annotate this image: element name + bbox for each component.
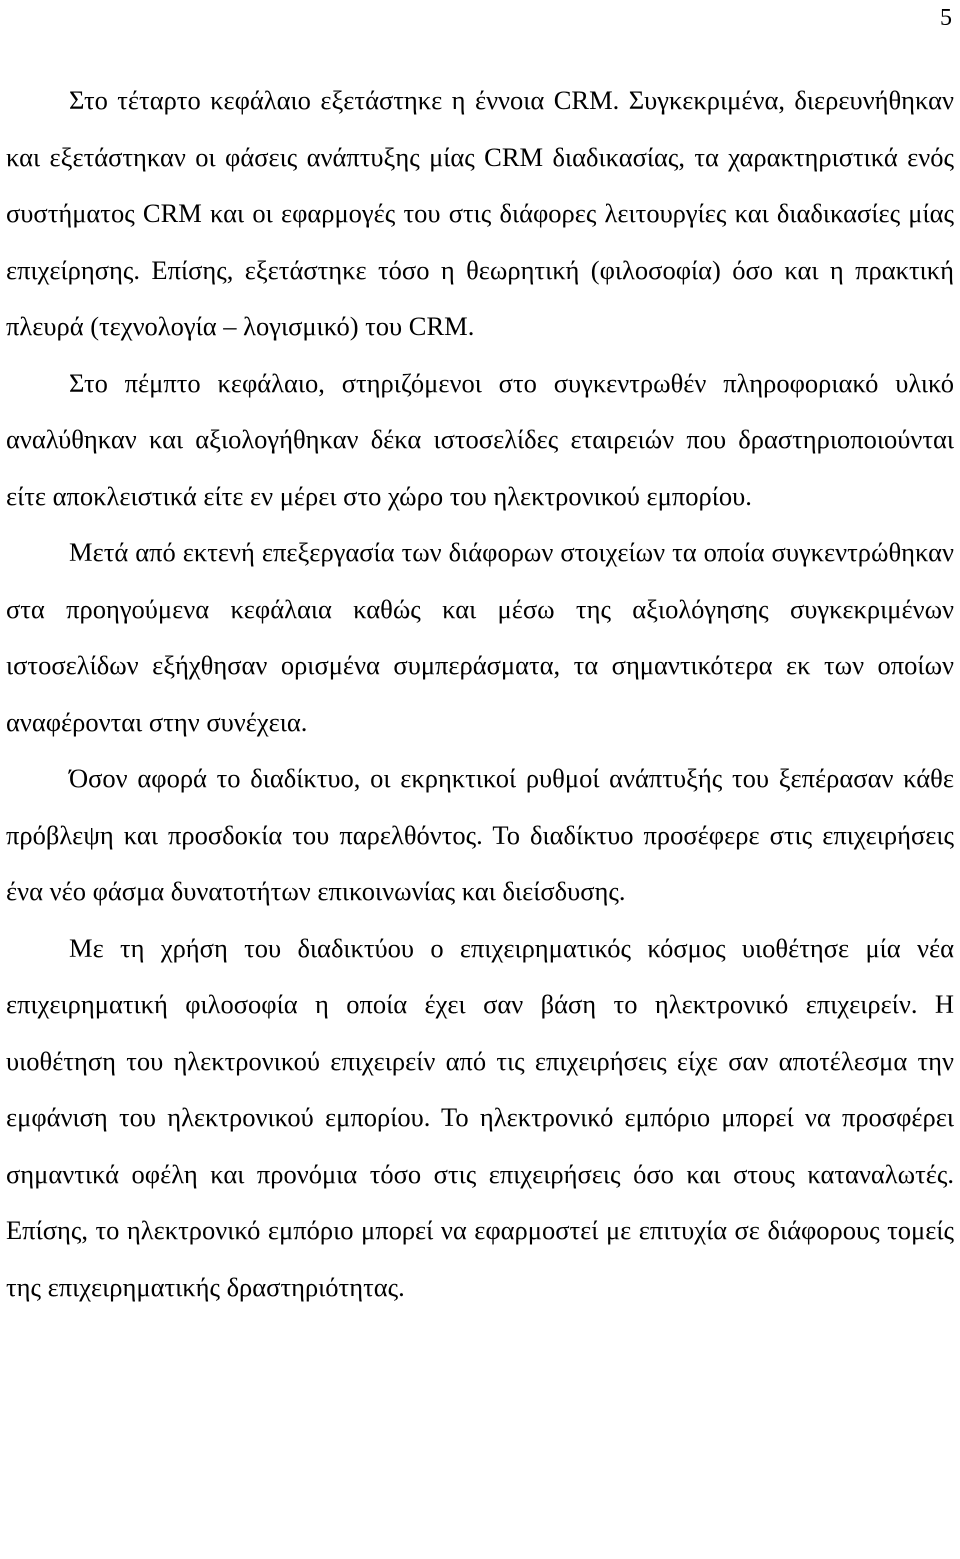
page-number: 5 bbox=[940, 5, 952, 31]
document-body bbox=[6, 72, 954, 1315]
paragraph-internet-growth: Όσον αφορά το διαδίκτυο, οι εκρηκτικοί ρυθμοί ανάπτυξής του ξεπέρασαν κάθε πρόβλεψη και προσδοκία του παρελθόντος. Το διαδίκτυο προσέφερε στις επιχειρήσεις ένα νέο φάσμα δυνατοτήτων επικοινωνίας και διείσδυσης. bbox=[6, 763, 954, 906]
paragraph-e-business: Με τη χρήση του διαδικτύου ο επιχειρηματικός κόσμος υιοθέτησε μία νέα επιχειρηματική φιλοσοφία η οποία έχει σαν βάση το ηλεκτρονικό επιχειρείν. Η υιοθέτηση του ηλεκτρονικού επιχειρείν από τις επιχειρήσεις είχε σαν αποτέλεσμα την εμφάνιση του ηλεκτρονικού εμπορίου. Το ηλεκτρονικό εμπόριο μπορεί να προσφέρει σημαντικά οφέλη και προνόμια τόσο στις επιχειρήσεις όσο και στους καταναλωτές. Επίσης, το ηλεκτρονικό εμπόριο μπορεί να εφαρμοστεί με επιτυχία σε διάφορους τομείς της επιχειρηματικής δραστηριότητας. bbox=[6, 932, 954, 1302]
paragraph-chapter-4-summary: Στο τέταρτο κεφάλαιο εξετάστηκε η έννοια CRM. Συγκεκριμένα, διερευνήθηκαν και εξετάστηκαν οι φάσεις ανάπτυξης μίας CRM διαδικασίας, τα χαρακτηριστικά ενός συστήματος CRM και οι εφαρμογές του στις διάφορες λειτουργίες και διαδικασίες μίας επιχείρησης. Επίσης, εξετάστηκε τόσο η θεωρητική (φιλοσοφία) όσο και η πρακτική πλευρά (τεχνολογία – λογισμικό) του CRM. bbox=[6, 85, 954, 341]
paragraph-chapter-5-summary: Στο πέμπτο κεφάλαιο, στηριζόμενοι στο συγκεντρωθέν πληροφοριακό υλικό αναλύθηκαν και αξιολογήθηκαν δέκα ιστοσελίδες εταιρειών που δραστηριοποιούνται είτε αποκλειστικά είτε εν μέρει στο χώρο του ηλεκτρονικού εμπορίου. bbox=[6, 367, 954, 511]
paragraph-conclusions-intro: Μετά από εκτενή επεξεργασία των διάφορων στοιχείων τα οποία συγκεντρώθηκαν στα προηγούμενα κεφάλαια καθώς και μέσω της αξιολόγησης συγκεκριμένων ιστοσελίδων εξήχθησαν ορισμένα συμπεράσματα, τα σημαντικότερα εκ των οποίων αναφέρονται στην συνέχεια. bbox=[6, 537, 954, 737]
